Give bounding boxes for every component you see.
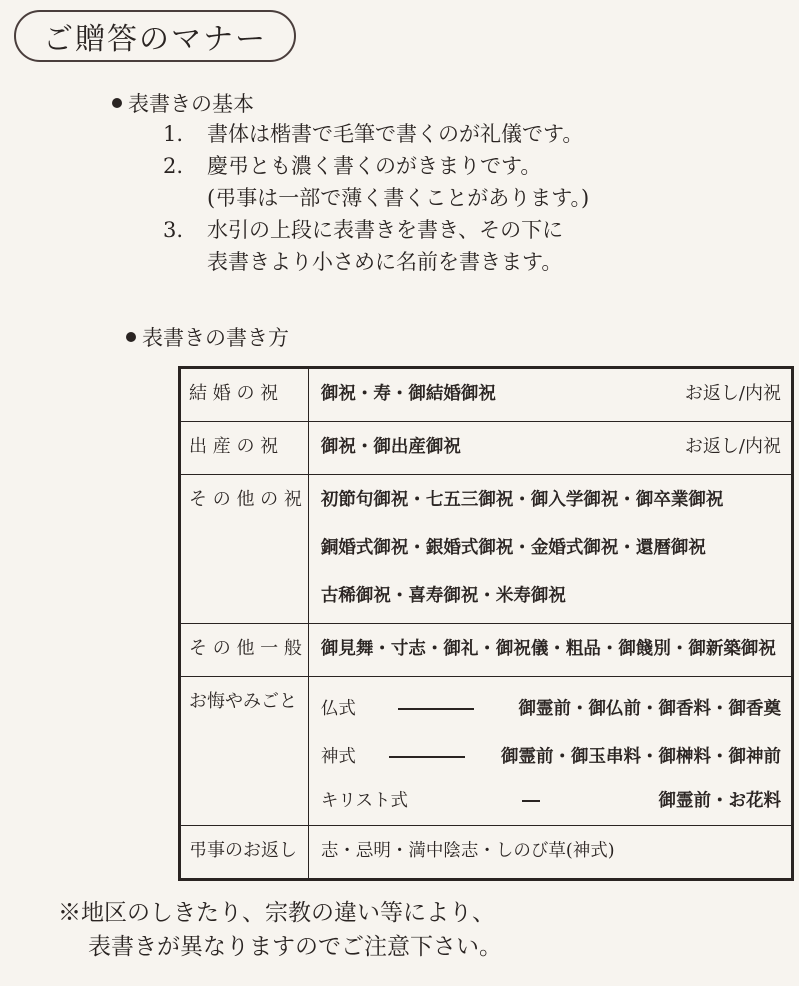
mourning-line (321, 733, 781, 781)
religion-kind: 仏式 (320, 699, 356, 719)
religion-kind: 神式 (320, 747, 356, 767)
inscription-table (178, 366, 794, 881)
return-gift-text: お返し/内祝 (684, 383, 781, 404)
row-content (308, 368, 792, 422)
mourning-items: 御霊前・御仏前・御香料・御香奠 (518, 699, 781, 719)
row-content (308, 422, 792, 475)
row-text: 古稀御祝・喜寿御祝・米寿御祝 (320, 586, 566, 606)
page-title (14, 10, 296, 62)
section-heading-text: 表書きの基本 (128, 92, 254, 116)
mourning-items: 御霊前・お花料 (658, 791, 781, 811)
footnote (58, 896, 502, 964)
row-content (308, 624, 792, 677)
page-title-text: ご贈答のマナー (43, 22, 267, 57)
row-text: 御祝・寿・御結婚御祝 (320, 384, 496, 404)
mourning-line (321, 781, 781, 821)
row-label: 出 産 の 祝 (180, 422, 309, 475)
row-label: 弔事のお返し (180, 826, 309, 880)
row-text: 志・忌明・満中陰志・しのび草(神式) (320, 841, 615, 861)
row-text: 初節句御祝・七五三御祝・御入学御祝・御卒業御祝 (320, 490, 724, 510)
row-text: 銅婚式御祝・銀婚式御祝・金婚式御祝・還暦御祝 (320, 538, 706, 558)
section-heading-how-to (126, 322, 289, 352)
table-row (180, 624, 793, 677)
table-row (180, 677, 793, 826)
list-item (163, 214, 589, 246)
footnote-line: ※地区のしきたり、宗教の違い等により、 (58, 900, 495, 926)
list-text: 慶弔とも濃く書くのがきまりです。 (207, 154, 542, 178)
table-row (180, 826, 793, 880)
row-content (308, 826, 792, 880)
bullet-icon (112, 98, 122, 108)
table-row (180, 368, 793, 422)
row-content (308, 475, 792, 624)
list-item (163, 150, 589, 182)
dash-line (398, 708, 474, 710)
return-gift-text: お返し/内祝 (684, 436, 781, 457)
dash-line (522, 800, 540, 802)
table-row (180, 475, 793, 624)
list-text-continued: (弔事は一部で薄く書くことがあります。) (207, 186, 590, 210)
section-heading-text: 表書きの書き方 (142, 326, 289, 350)
footnote-line: 表書きが異なりますのでご注意下さい。 (88, 934, 502, 960)
row-label: そ の 他 の 祝 (180, 475, 309, 624)
list-text: 水引の上段に表書きを書き、その下に (207, 218, 564, 242)
row-label: そ の 他 一 般 (180, 624, 309, 677)
list-text-continued: 表書きより小さめに名前を書きます。 (207, 250, 563, 274)
dash-line (389, 756, 465, 758)
row-text: 御見舞・寸志・御礼・御祝儀・粗品・御餞別・御新築御祝 (320, 639, 776, 659)
list-number: 1. (163, 122, 184, 146)
table-row (180, 422, 793, 475)
row-label: 結 婚 の 祝 (180, 368, 309, 422)
row-content (308, 677, 792, 826)
section-heading-basics (112, 88, 254, 118)
row-label: お悔やみごと (180, 677, 309, 826)
basics-list (163, 118, 589, 278)
bullet-icon (126, 332, 136, 342)
list-text: 書体は楷書で毛筆で書くのが礼儀です。 (207, 122, 584, 146)
mourning-items: 御霊前・御玉串料・御榊料・御神前 (500, 747, 781, 767)
list-number: 2. (163, 154, 184, 178)
list-item (163, 118, 589, 150)
religion-kind: キリスト式 (320, 791, 409, 811)
list-number: 3. (163, 218, 184, 242)
mourning-line (321, 685, 781, 733)
row-text: 御祝・御出産御祝 (320, 437, 461, 457)
